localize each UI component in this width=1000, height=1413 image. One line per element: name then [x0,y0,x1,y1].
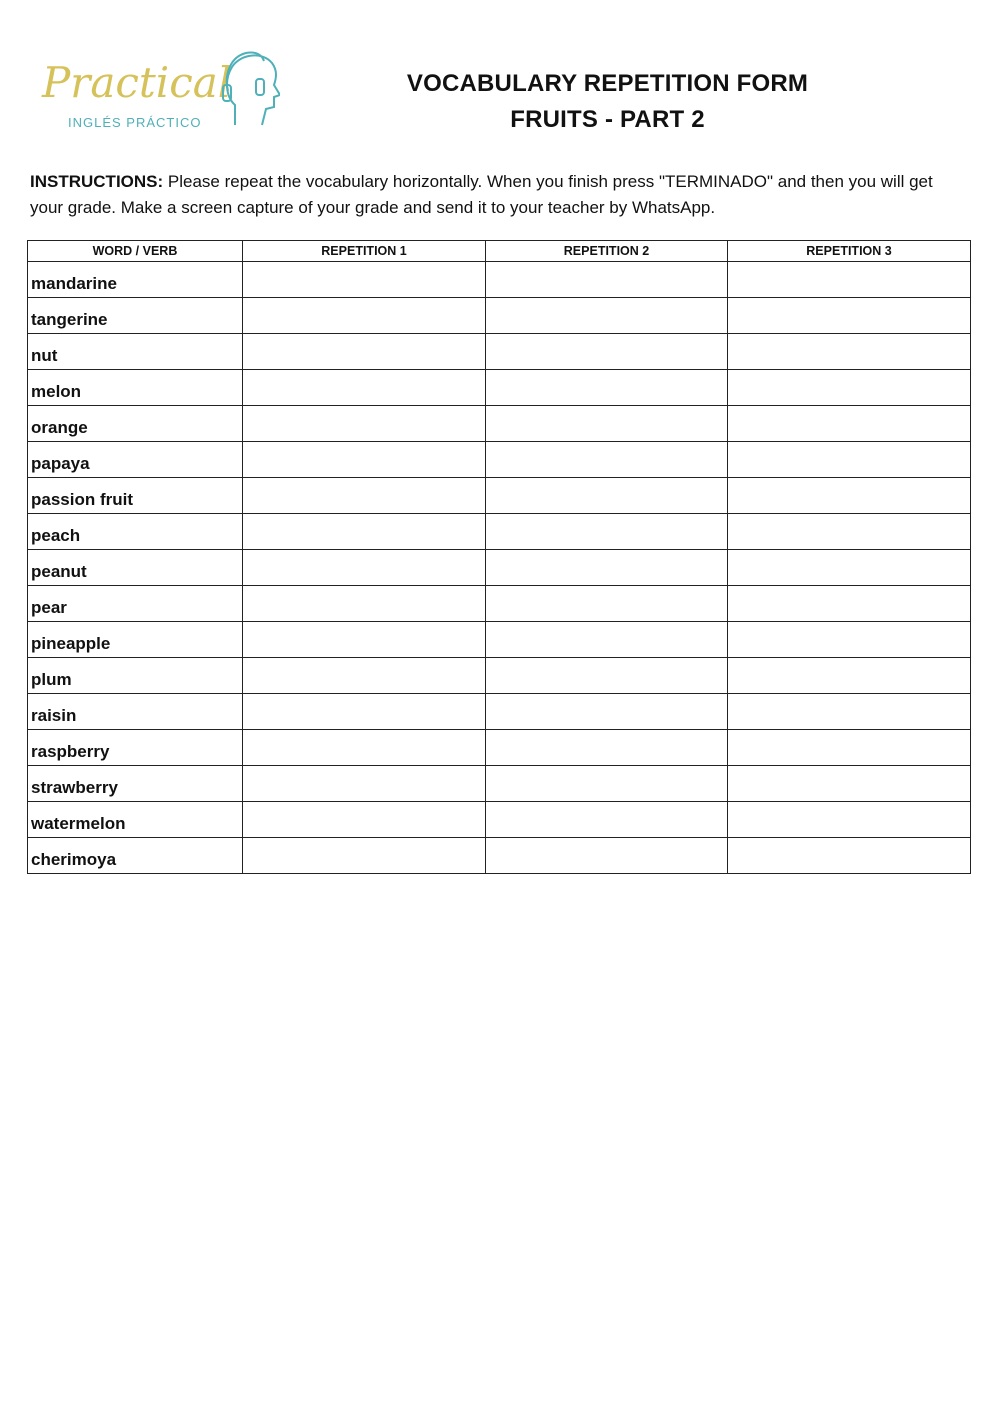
logo-subtitle: INGLÉS PRÁCTICO [68,115,202,130]
repetition-2-input[interactable] [486,550,728,586]
repetition-1-input[interactable] [243,262,486,298]
table-row [28,550,971,586]
repetition-3-input[interactable] [728,478,971,514]
repetition-3-input[interactable] [728,370,971,406]
repetition-table [27,240,971,874]
repetition-3-input[interactable] [728,514,971,550]
table-row [28,334,971,370]
table-row [28,478,971,514]
repetition-2-input[interactable] [486,802,728,838]
instructions-text: Please repeat the vocabulary horizontally. When you finish press "TERMINADO" and then you will get your grade. Make a screen capture of your grade and send it to your teacher by WhatsApp. [30,172,933,217]
repetition-3-input[interactable] [728,550,971,586]
repetition-1-input[interactable] [243,334,486,370]
repetition-3-input[interactable] [728,730,971,766]
table-row [28,622,971,658]
word-cell: mandarine [28,262,243,298]
repetition-1-input[interactable] [243,838,486,874]
repetition-2-input[interactable] [486,514,728,550]
repetition-1-input[interactable] [243,586,486,622]
table-row [28,298,971,334]
repetition-2-input[interactable] [486,406,728,442]
repetition-1-input[interactable] [243,622,486,658]
repetition-1-input[interactable] [243,550,486,586]
table-row [28,730,971,766]
repetition-1-input[interactable] [243,370,486,406]
word-cell: tangerine [28,298,243,334]
repetition-3-input[interactable] [728,406,971,442]
word-cell: plum [28,658,243,694]
repetition-3-input[interactable] [728,694,971,730]
repetition-1-input[interactable] [243,694,486,730]
table-row [28,766,971,802]
repetition-2-input[interactable] [486,586,728,622]
word-cell: nut [28,334,243,370]
table-row [28,658,971,694]
table-row [28,406,971,442]
table-row [28,262,971,298]
title-line-2: FRUITS - PART 2 [510,106,705,133]
table-row [28,838,971,874]
repetition-3-input[interactable] [728,298,971,334]
repetition-2-input[interactable] [486,334,728,370]
repetition-2-input[interactable] [486,262,728,298]
repetition-1-input[interactable] [243,730,486,766]
logo-script-text: Practical [42,58,232,107]
repetition-2-input[interactable] [486,622,728,658]
table-row [28,586,971,622]
word-cell: peach [28,514,243,550]
table-row [28,802,971,838]
table-header-row [28,241,971,262]
instructions-label: INSTRUCTIONS: [30,172,164,191]
repetition-3-input[interactable] [728,262,971,298]
repetition-3-input[interactable] [728,658,971,694]
repetition-1-input[interactable] [243,406,486,442]
word-cell: passion fruit [28,478,243,514]
repetition-2-input[interactable] [486,298,728,334]
header-repetition-1: REPETITION 1 [243,241,486,262]
repetition-3-input[interactable] [728,766,971,802]
repetition-2-input[interactable] [486,658,728,694]
header-repetition-2: REPETITION 2 [486,241,728,262]
word-cell: melon [28,370,243,406]
repetition-1-input[interactable] [243,442,486,478]
repetition-2-input[interactable] [486,478,728,514]
word-cell: watermelon [28,802,243,838]
repetition-2-input[interactable] [486,442,728,478]
repetition-1-input[interactable] [243,658,486,694]
repetition-3-input[interactable] [728,802,971,838]
repetition-1-input[interactable] [243,514,486,550]
repetition-3-input[interactable] [728,622,971,658]
repetition-2-input[interactable] [486,766,728,802]
repetition-1-input[interactable] [243,478,486,514]
repetition-2-input[interactable] [486,838,728,874]
headphones-head-icon [223,52,280,125]
repetition-3-input[interactable] [728,442,971,478]
word-cell: raisin [28,694,243,730]
practical-logo-svg [40,45,280,135]
repetition-3-input[interactable] [728,334,971,370]
table-row [28,370,971,406]
word-cell: pineapple [28,622,243,658]
title-line-1: VOCABULARY REPETITION FORM [406,70,809,97]
repetition-2-input[interactable] [486,370,728,406]
word-cell: pear [28,586,243,622]
table-row [28,694,971,730]
word-cell: papaya [28,442,243,478]
logo [40,45,280,135]
repetition-1-input[interactable] [243,766,486,802]
header-repetition-3: REPETITION 3 [728,241,971,262]
repetition-1-input[interactable] [243,298,486,334]
repetition-3-input[interactable] [728,838,971,874]
header-word-verb: WORD / VERB [28,241,243,262]
repetition-3-input[interactable] [728,586,971,622]
repetition-1-input[interactable] [243,802,486,838]
word-cell: cherimoya [28,838,243,874]
word-cell: raspberry [28,730,243,766]
repetition-2-input[interactable] [486,730,728,766]
word-cell: strawberry [28,766,243,802]
word-cell: peanut [28,550,243,586]
repetition-2-input[interactable] [486,694,728,730]
word-cell: orange [28,406,243,442]
form-title [330,66,885,138]
table-row [28,442,971,478]
table-row [28,514,971,550]
instructions [30,169,970,221]
